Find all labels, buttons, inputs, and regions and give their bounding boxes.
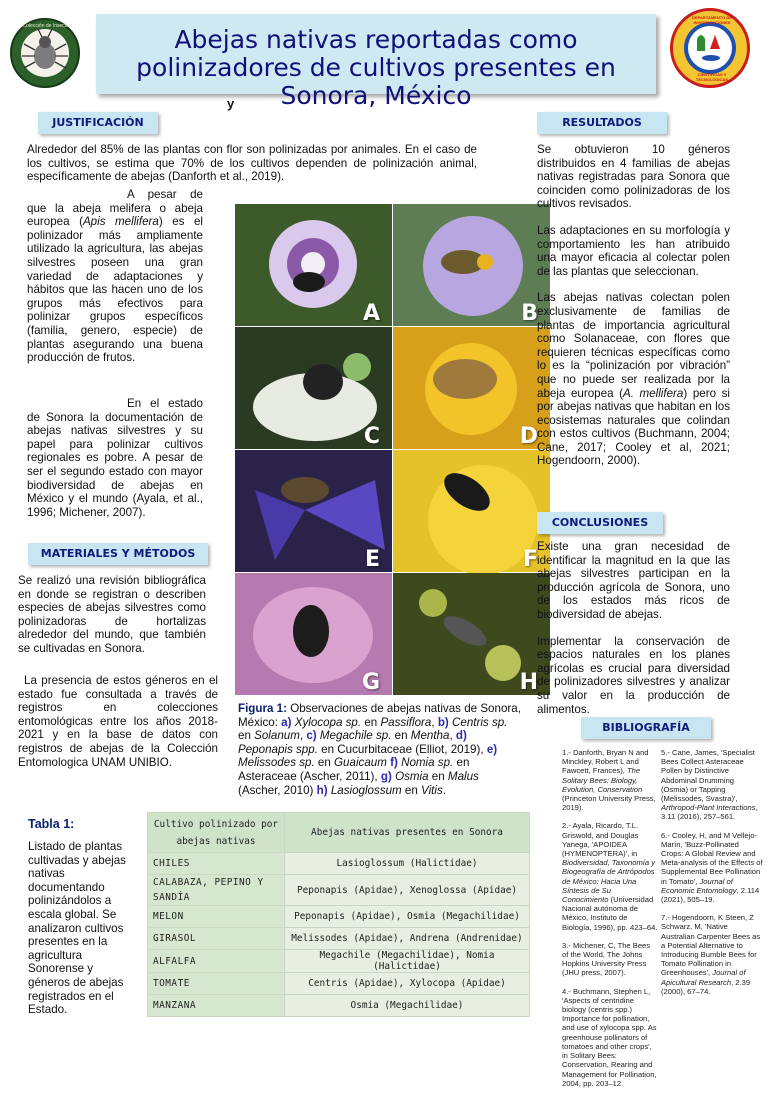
collection-logo — [10, 18, 80, 88]
figure-item-connector: en — [453, 756, 470, 770]
figure-item-host: Cucurbitaceae (Elliot, 2019) — [337, 742, 481, 756]
figure-item-host: Asteraceae (Ascher, 2011) — [238, 769, 375, 783]
bibliography-entry — [562, 821, 658, 931]
figure-item-host: Guaicaum — [334, 756, 387, 770]
bibliography-entry-text: 3.- Michener, C, The Bees of the World, The Johns Hopkins University Press (JHU press, 2007). — [562, 940, 651, 978]
figure-item-letter: g) — [380, 769, 392, 783]
bibliography-entry-text: 4.- Buchmann, Stephen L, 'Aspects of centridine biology (centris spp.) Importance for pollination, and use of xylocopa spp. As greenhouse pollinators of tomatoes and other crops', in Solitary Bees: Conservation, Rearing and Management for Pollination, 2004, pp. 203–12. — [562, 986, 657, 1088]
figure-item-host: Vitis — [421, 783, 443, 797]
justificacion-sonora: En el estado de Sonora la documentación de abejas nativas silvestres y su papel para polinizar cultivos regionales es pobre. A pesar de ser el segundo estado con mayor biodiversidad de abejas en México y el mundo (Ayala, et al., 1996; Michener, 2007). — [27, 397, 203, 519]
crop-cell: TOMATE — [148, 973, 285, 995]
figure-item-letter: a) — [281, 715, 292, 729]
justificacion-heading: JUSTIFICACIÓN — [38, 112, 158, 134]
crop-cell: CHILES — [148, 853, 285, 875]
resultados-paragraph-1: Se obtuvieron 10 géneros distribuidos en 4 familias de abejas nativas registradas para Sonora que coinciden como polinizadoras de los cultivos revisados. — [537, 143, 730, 211]
poster-title: Abejas nativas reportadas como polinizadores de cultivos presentes en Sonora, México — [136, 25, 616, 110]
stray-character: y — [227, 96, 235, 111]
conclusiones-paragraph-1: Existe una gran necesidad de identificar la magnitud en la que las abejas silvestres participan en la producción agrícola de Sonora, uno de los estados más ricos de biodiversidad de abejas. — [537, 540, 730, 621]
crop-cell: GIRASOL — [148, 928, 285, 950]
bibliography-entry — [661, 831, 763, 905]
bibliography-entry-text: (Princeton University Press, 2019). — [562, 794, 656, 813]
department-logo-bottom-text: CIENTÍFICAS Y TECNOLÓGICAS — [695, 72, 729, 82]
bibliography-entry-title: The Solitary Bees: Biology, Evolution, Conservation — [562, 766, 643, 794]
resultados-content — [537, 143, 730, 481]
figure-item-species: Peponapis spp. — [238, 742, 318, 756]
figure-item-separator: , — [480, 742, 487, 756]
bee-cell: Melissodes (Apidae), Andrena (Andrenidae) — [285, 928, 530, 950]
bibliography-entry-text: 7.- Hogendoorn, K Steen, Z Schwarz, M, 'Native Australian Carpenter Bees as a Potential Alternative to Introducing Bumble Bees for Tomato Pollination in Greenhouses', — [661, 913, 761, 978]
photo-e — [235, 450, 392, 572]
figure-item-letter: c) — [306, 729, 317, 743]
figure-item-separator: , — [449, 729, 456, 743]
figure-item-letter: e) — [486, 742, 498, 756]
figure-item-host: Malus — [447, 769, 479, 783]
figure-item-species: Megachile sp. — [319, 729, 392, 743]
photo-g — [235, 573, 392, 695]
bibliography-entry-text: , 3.11 (2016), 257–561. — [661, 803, 758, 822]
department-logo — [670, 8, 750, 88]
bibliography-entry-text: , 2.114 (2021), 505–19. — [661, 885, 760, 905]
apis-mellifera-species: Apis mellifera — [82, 215, 159, 229]
justificacion-apis-a: A pesar de que la abeja melifera o abeja europea ( — [27, 188, 203, 229]
bibliography-entry — [661, 748, 763, 822]
photo-h — [393, 573, 550, 695]
bibliography-entry-text: (Universidad Nacional autónoma de México, Instituto de Biología, 1996), pp. 423–64. — [562, 895, 658, 932]
resultados-paragraph-2: Las adaptaciones en su morfología y comportamiento les han atribuido una mayor eficacia al colectar polen de las plantas que seleccionan. — [537, 223, 730, 278]
bee-cell: Peponapis (Apidae), Xenoglossa (Apidae) — [285, 875, 530, 906]
resultados-p3-b: ) pero si por abejas nativas que habitan en los ecosistemas naturales que colindan con estos cultivos (Buchmann, 2004; Cane, 2017; Cooley et al, 2021; Hogendoorn, 2000). — [537, 386, 730, 468]
figure-item-species: Centris sp. — [452, 715, 508, 729]
conclusiones-paragraph-2: Implementar la conservación de espacios naturales en los planes agrícolas es crucial para diversidad de polinizadores silvestres y analizar su valor en la producción de alimentos. — [537, 634, 730, 716]
bee-cell: Centris (Apidae), Xylocopa (Apidae) — [285, 973, 530, 995]
photo-label-h: H — [519, 670, 538, 695]
justificacion-intro: Alrededor del 85% de las plantas con flor son polinizadas por animales. En el caso de los cultivos, se estima que 70% de los cultivos dependen de polinización animal, específicamente de abejas (Danforth et al., 2019). — [27, 143, 477, 184]
photo-label-f: F — [522, 547, 538, 572]
tabla-label: Tabla 1: — [28, 817, 75, 831]
table-row — [148, 928, 530, 950]
bibliography-entry — [562, 748, 658, 812]
bibliography-entry-text: , 2.39 (2000), 67–74. — [661, 977, 751, 996]
conclusiones-heading: CONCLUSIONES — [537, 512, 663, 534]
justificacion-apis — [27, 188, 203, 365]
bibliografia-heading: BIBLIOGRAFÍA — [581, 717, 711, 739]
resultados-p3-a: Las abejas nativas colectan polen exclusivamente de familias de plantas de importancia agricultural como Solanaceae, con flores que requieren técnicas específicas como lo es la “polinización por vibración” que no puede ser realizada por la abeja europea ( — [537, 291, 730, 400]
figure-item-host: Passiflora — [380, 715, 432, 729]
collection-logo-text: Colección de Insectos — [22, 23, 72, 29]
bibliography-column-2 — [661, 748, 763, 1005]
table-header-bees: Abejas nativas presentes en Sonora — [285, 813, 530, 853]
crop-cell: CALABAZA, PEPINO Y SANDÍA — [148, 875, 285, 906]
figure-item-species: Osmia — [395, 769, 429, 783]
table-row — [148, 995, 530, 1017]
figure-item-connector: en — [391, 729, 411, 743]
poster-title-box — [96, 14, 656, 110]
table-row — [148, 906, 530, 928]
photo-d — [393, 327, 550, 449]
photo-label-b: B — [521, 301, 538, 326]
figure-item-connector: en — [314, 756, 335, 770]
crop-cell: ALFALFA — [148, 950, 285, 973]
table-header-crop: Cultivo polinizado por abejas nativas — [148, 813, 285, 853]
photo-label-d: D — [519, 424, 538, 449]
table-row — [148, 973, 530, 995]
table-header-row — [148, 813, 530, 853]
bibliography-entry — [661, 913, 763, 996]
figure-item-letter: b) — [437, 715, 449, 729]
figure-item-species: Lasioglossum — [330, 783, 402, 797]
resultados-paragraph-3 — [537, 291, 730, 468]
bibliography-entry-title: Biodiversidad, Taxonomía y Biogeografía de Artrópodos de México: Hacia Una Síntesis de Su Conocimiento — [562, 858, 656, 905]
figure-item-connector: en — [428, 769, 448, 783]
figure-item-connector: en — [401, 783, 422, 797]
figure-item-separator: , — [431, 715, 438, 729]
crop-bee-table — [147, 812, 530, 1017]
photo-b — [393, 204, 550, 326]
table-row — [148, 853, 530, 875]
figure-intro: Observaciones de abejas nativas de Sonora, México: — [238, 702, 521, 729]
bibliography-entry-text: 1.- Danforth, Bryan N and Minckley, Robert L and Fawcett, Frances), — [562, 748, 649, 776]
figure-item-letter: d) — [455, 729, 467, 743]
bibliography-entry — [562, 941, 658, 978]
figure-item-connector: en — [238, 729, 255, 743]
conclusiones-content — [537, 540, 730, 729]
figure-item-species: Nomia sp. — [401, 756, 454, 770]
department-logo-top-text: DEPARTAMENTO DE INVESTIGACIONES — [692, 15, 732, 25]
figure-item-connector: en — [317, 742, 338, 756]
figure-label: Figura 1: — [238, 702, 287, 715]
photo-label-a: A — [362, 301, 380, 326]
bee-cell: Peponapis (Apidae), Osmia (Megachilidae) — [285, 906, 530, 928]
figure-item-connector: en — [361, 715, 381, 729]
a-mellifera-species: A. mellifera — [622, 386, 684, 400]
bee-cell: Osmia (Megachilidae) — [285, 995, 530, 1017]
bibliography-entry-title: Arthropod-Plant Interactions — [661, 803, 756, 813]
crop-cell: MELON — [148, 906, 285, 928]
figure-item-separator: (Ascher, 2010) — [238, 783, 317, 797]
figure-item-host: Solanum — [254, 729, 300, 743]
figure-item-species: Xylocopa sp. — [294, 715, 362, 729]
resultados-heading: RESULTADOS — [537, 112, 667, 134]
bee-logo-icon — [12, 20, 82, 90]
bibliography-entry-text: 5.- Cane, James, 'Specialist Bees Collect Asteraceae Pollen by Distinctive Abdominal Drumming (Osmia) or Tapping (Melissodes, Svastra)', — [661, 748, 755, 804]
bibliography-entry-title: Journal of Economic Entomology — [661, 876, 737, 895]
photo-label-g: G — [361, 670, 380, 695]
crop-cell: MANZANA — [148, 995, 285, 1017]
figure-item-letter: f) — [390, 756, 398, 770]
justificacion-apis-b: ) es el polinizador más ampliamente utilizado la agricultura, las abejas silvestres poseen una gran variedad de adaptaciones y hábitos que las hacen uno de los grupos más efectivos para polinizar grupos específicos (familia, genero, especie) de plantas asegurando una buena producción de frutos. — [27, 215, 203, 365]
photo-a — [235, 204, 392, 326]
figure-item-species: Melissodes sp. — [238, 756, 315, 770]
tabla-description: Listado de plantas cultivadas y abejas nativas documentando polinizándolos a escala global. Se analizaron cultivos presentes en la agricultura Sonorense y géneros de abejas registrados en el Estado. — [28, 840, 126, 1017]
figure-item-separator: , — [374, 769, 381, 783]
bibliography-entry-text: 6.- Cooley, H, and M Vellejo-Marín, 'Buzz-Pollinated Crops: A Global Review and Meta-analysis of the Effects of Supplemental Bee Pollination in Tomato', — [661, 830, 763, 886]
bee-cell: Lasioglossum (Halictidae) — [285, 853, 530, 875]
figure-item-host: Mentha — [410, 729, 450, 743]
bibliography-entry-title: Journal of Apicultural Research — [661, 968, 746, 987]
metodos-heading: MATERIALES Y MÉTODOS — [28, 543, 208, 565]
figure-caption — [238, 702, 522, 797]
figure-item-separator: , — [299, 729, 307, 743]
photo-f — [393, 450, 550, 572]
bibliography-entry-text: 2.- Ayala, Ricardo, T.L. Griswold, and Douglas Yanega, 'APOIDEA (HYMENOPTERA)', in — [562, 821, 639, 859]
figure-item-letter: h) — [316, 783, 328, 797]
figure-item-separator: . — [442, 783, 446, 797]
table-row — [148, 950, 530, 973]
table-row — [148, 875, 530, 906]
metodos-paragraph-1: Se realizó una revisión bibliográfica en donde se registran o describen especies de abejas silvestres como polinizadoras de hortalizas alrededor del mundo, que también se cultivadas en Sonora. — [18, 574, 206, 655]
metodos-paragraph-2: La presencia de estos géneros en el estado fue consultada a través de registros en colecciones entomológicas entre los años 2018-2021 y en la base de datos con registros de abejas de la Colección Entomologica UNAM UNIBIO. — [18, 674, 218, 769]
bibliography-column-1 — [562, 748, 658, 1097]
photo-c — [235, 327, 392, 449]
photo-label-e: E — [364, 547, 380, 572]
bibliography-entry — [562, 987, 658, 1088]
photo-label-c: C — [363, 424, 380, 449]
bee-cell: Megachile (Megachilidae), Nomia (Halictidae) — [285, 950, 530, 973]
